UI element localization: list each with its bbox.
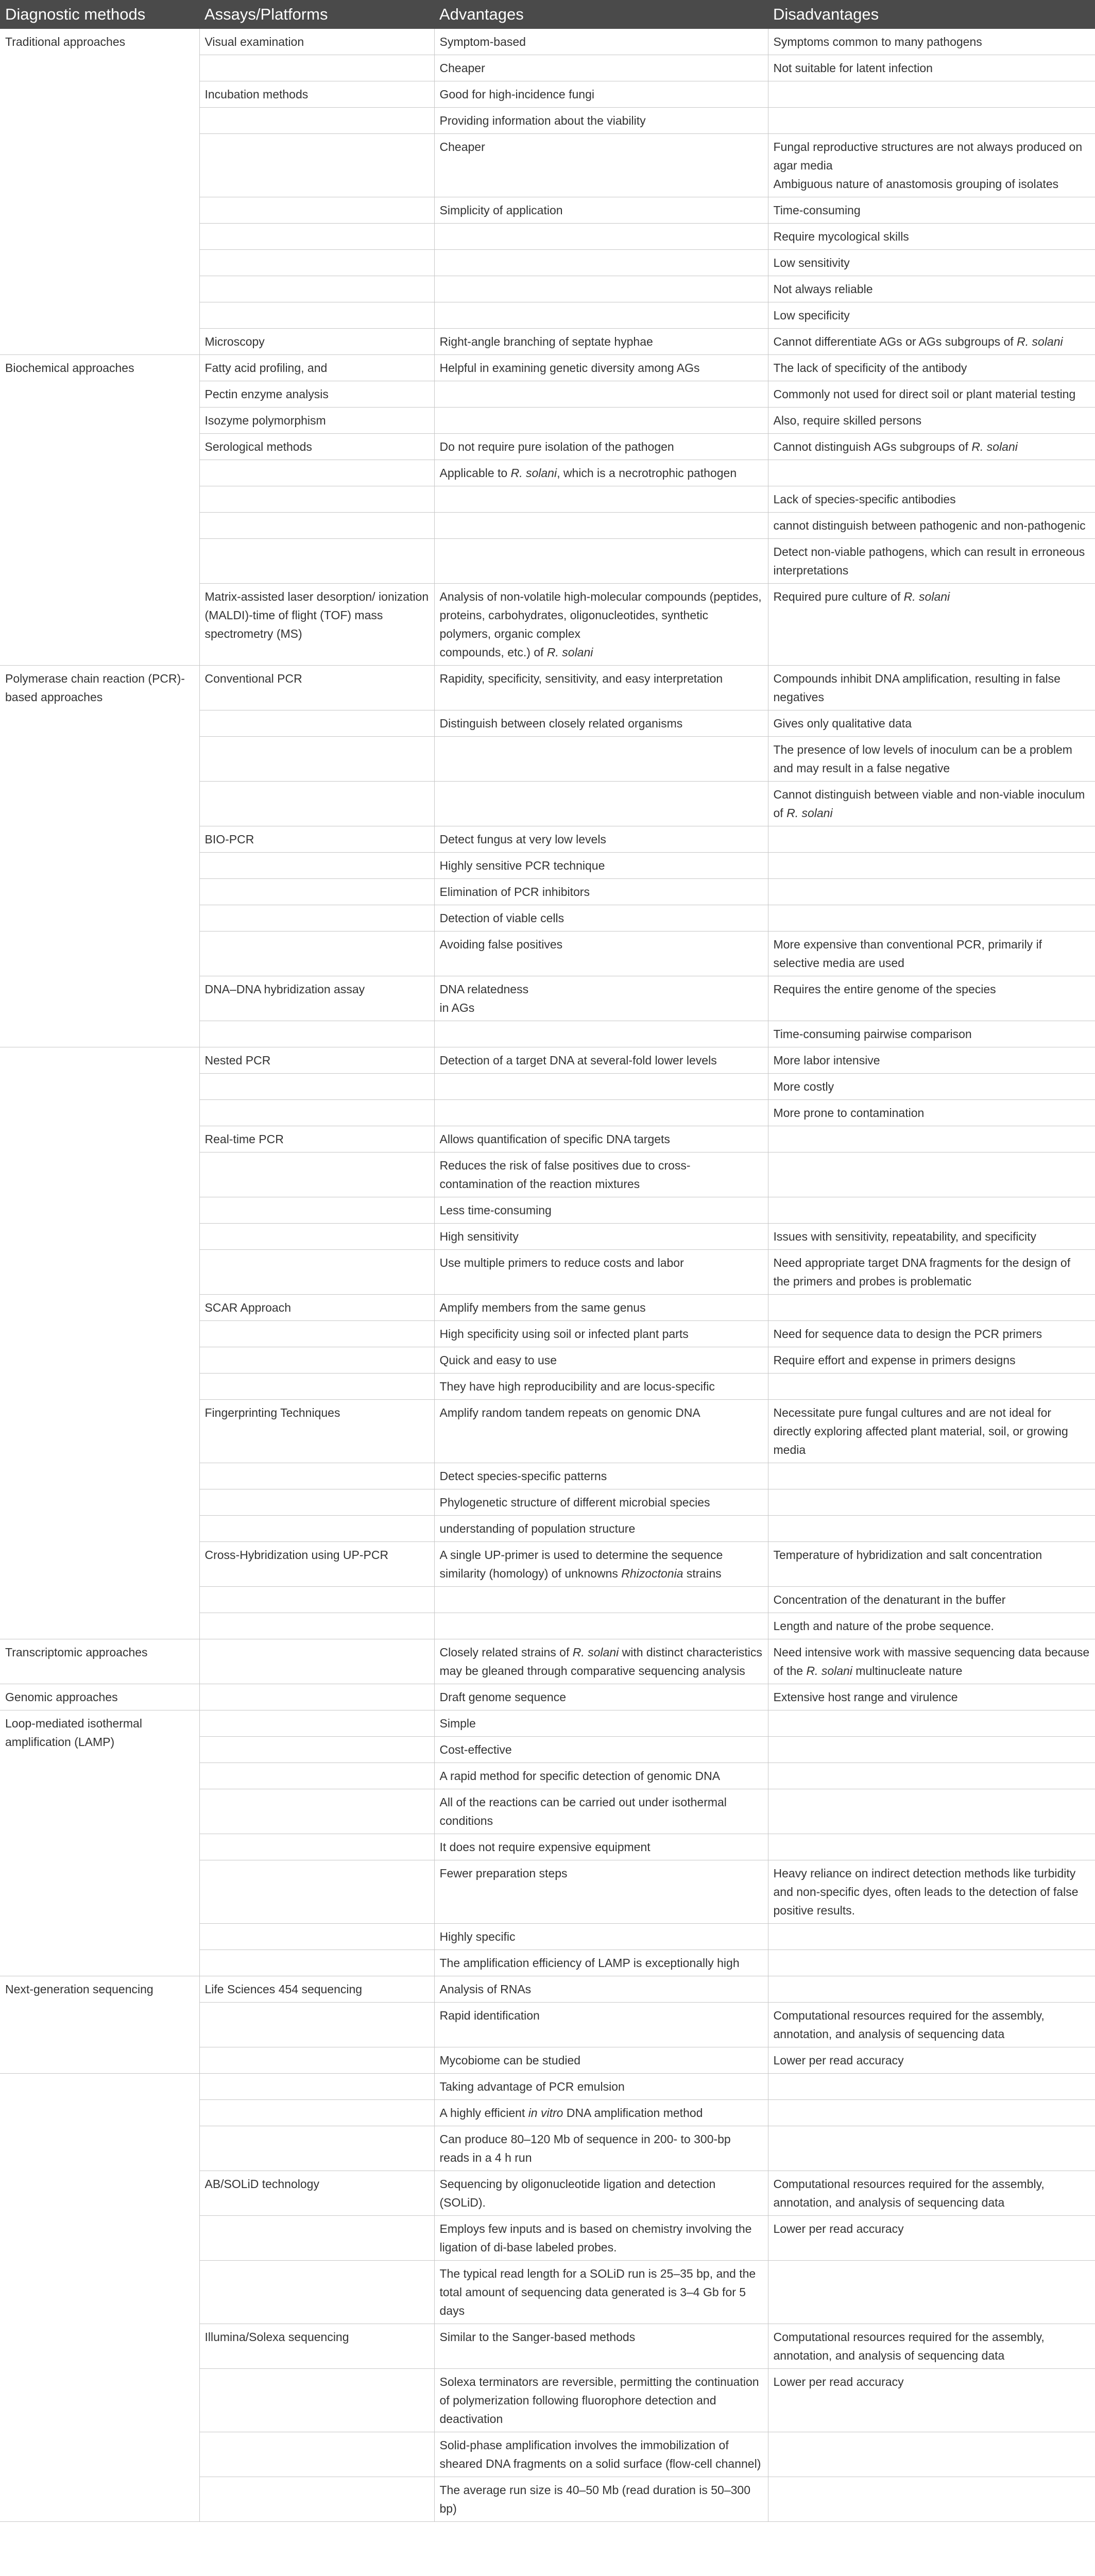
assay-platform-cell (199, 1684, 434, 1710)
disadvantage-cell (768, 2074, 1095, 2100)
diagnostic-method-cell: Loop-mediated isothermal amplification (LAMP) (0, 1710, 199, 1976)
disadvantage-cell: Not suitable for latent infection (768, 55, 1095, 81)
table-row (0, 1047, 1095, 1074)
disadvantage-cell: Symptoms common to many pathogens (768, 29, 1095, 55)
advantage-cell: DNA relatedness in AGs (434, 976, 768, 1021)
assay-platform-cell (199, 1074, 434, 1100)
assay-platform-cell (199, 1197, 434, 1224)
diagnostic-method-cell: Biochemical approaches (0, 355, 199, 666)
assay-platform-cell (199, 250, 434, 276)
assay-platform-cell: SCAR Approach (199, 1295, 434, 1321)
assay-platform-cell (199, 2261, 434, 2324)
advantage-cell: Simple (434, 1710, 768, 1737)
diagnostic-method-cell: Traditional approaches (0, 29, 199, 355)
advantage-cell: A highly efficient in vitro DNA amplification method (434, 2100, 768, 2126)
disadvantage-cell: Required pure culture of R. solani (768, 584, 1095, 666)
assay-platform-cell (199, 224, 434, 250)
disadvantage-cell (768, 905, 1095, 931)
assay-platform-cell (199, 1153, 434, 1197)
advantage-cell: Draft genome sequence (434, 1684, 768, 1710)
assay-platform-cell (199, 2369, 434, 2432)
disadvantage-cell: The lack of specificity of the antibody (768, 355, 1095, 381)
assay-platform-cell (199, 782, 434, 826)
assay-platform-cell: Illumina/Solexa sequencing (199, 2324, 434, 2369)
header-row (0, 0, 1095, 29)
assay-platform-cell: Matrix-assisted laser desorption/ ionization (MALDI)-time of flight (TOF) mass spectrometry (MS) (199, 584, 434, 666)
assay-platform-cell (199, 1737, 434, 1763)
disadvantage-cell (768, 1710, 1095, 1737)
disadvantage-cell: Lower per read accuracy (768, 2047, 1095, 2074)
advantage-cell: Cost-effective (434, 1737, 768, 1763)
assay-platform-cell (199, 1924, 434, 1950)
disadvantage-cell: Lower per read accuracy (768, 2216, 1095, 2261)
table-row (0, 1684, 1095, 1710)
advantage-cell: Amplify random tandem repeats on genomic DNA (434, 1400, 768, 1463)
diagnostic-method-cell (0, 2074, 199, 2522)
assay-platform-cell (199, 197, 434, 224)
disadvantage-cell: Cannot differentiate AGs or AGs subgroups of R. solani (768, 329, 1095, 355)
assay-platform-cell (199, 460, 434, 486)
advantage-cell: Solexa terminators are reversible, permitting the continuation of polymerization following fluorophore detection and deactivation (434, 2369, 768, 2432)
advantage-cell (434, 782, 768, 826)
table-row (0, 1976, 1095, 2003)
assay-platform-cell (199, 1100, 434, 1126)
advantage-cell (434, 224, 768, 250)
diagnostic-method-cell (0, 1047, 199, 1639)
disadvantage-cell: Detect non-viable pathogens, which can result in erroneous interpretations (768, 539, 1095, 584)
advantage-cell: The amplification efficiency of LAMP is exceptionally high (434, 1950, 768, 1976)
disadvantage-cell: Also, require skilled persons (768, 408, 1095, 434)
disadvantage-cell: Heavy reliance on indirect detection methods like turbidity and non-specific dyes, often leads to the detection of false positive results. (768, 1860, 1095, 1924)
assay-platform-cell (199, 1587, 434, 1613)
disadvantage-cell (768, 1374, 1095, 1400)
advantage-cell: Can produce 80–120 Mb of sequence in 200- to 300-bp reads in a 4 h run (434, 2126, 768, 2171)
advantage-cell: Right-angle branching of septate hyphae (434, 329, 768, 355)
disadvantage-cell (768, 108, 1095, 134)
advantage-cell: Quick and easy to use (434, 1347, 768, 1374)
assay-platform-cell: DNA–DNA hybridization assay (199, 976, 434, 1021)
assay-platform-cell (199, 905, 434, 931)
advantage-cell: Cheaper (434, 134, 768, 197)
disadvantage-cell: Concentration of the denaturant in the buffer (768, 1587, 1095, 1613)
advantage-cell: Solid-phase amplification involves the immobilization of sheared DNA fragments on a solid surface (flow-cell channel) (434, 2432, 768, 2477)
advantage-cell: Closely related strains of R. solani with distinct characteristics may be gleaned through comparative sequencing analysis (434, 1639, 768, 1684)
advantage-cell: A single UP-primer is used to determine the sequence similarity (homology) of unknowns Rhizoctonia strains (434, 1542, 768, 1587)
advantage-cell: Employs few inputs and is based on chemistry involving the ligation of di-base labeled probes. (434, 2216, 768, 2261)
table-row (0, 2074, 1095, 2100)
advantage-cell: Do not require pure isolation of the pathogen (434, 434, 768, 460)
advantage-cell: Similar to the Sanger-based methods (434, 2324, 768, 2369)
advantage-cell: Applicable to R. solani, which is a necrotrophic pathogen (434, 460, 768, 486)
disadvantage-cell (768, 1924, 1095, 1950)
disadvantage-cell: cannot distinguish between pathogenic and non-pathogenic (768, 513, 1095, 539)
disadvantage-cell (768, 1763, 1095, 1789)
disadvantage-cell (768, 1153, 1095, 1197)
disadvantage-cell: Extensive host range and virulence (768, 1684, 1095, 1710)
advantage-cell: Cheaper (434, 55, 768, 81)
assay-platform-cell: Fingerprinting Techniques (199, 1400, 434, 1463)
header-assays-platforms: Assays/Platforms (199, 0, 434, 29)
advantage-cell: A rapid method for specific detection of genomic DNA (434, 1763, 768, 1789)
table-row (0, 666, 1095, 710)
disadvantage-cell (768, 1834, 1095, 1860)
advantage-cell: Reduces the risk of false positives due to cross-contamination of the reaction mixtures (434, 1153, 768, 1197)
advantage-cell: Fewer preparation steps (434, 1860, 768, 1924)
assay-platform-cell (199, 2047, 434, 2074)
advantage-cell: Allows quantification of specific DNA targets (434, 1126, 768, 1153)
assay-platform-cell (199, 2003, 434, 2047)
advantage-cell (434, 737, 768, 782)
disadvantage-cell: Need for sequence data to design the PCR primers (768, 1321, 1095, 1347)
disadvantage-cell (768, 460, 1095, 486)
disadvantage-cell: More costly (768, 1074, 1095, 1100)
disadvantage-cell: Low specificity (768, 302, 1095, 329)
assay-platform-cell (199, 134, 434, 197)
disadvantage-cell: Lower per read accuracy (768, 2369, 1095, 2432)
assay-platform-cell (199, 1250, 434, 1295)
advantage-cell: Avoiding false positives (434, 931, 768, 976)
advantage-cell: Elimination of PCR inhibitors (434, 879, 768, 905)
disadvantage-cell: Computational resources required for the assembly, annotation, and analysis of sequencing data (768, 2171, 1095, 2216)
assay-platform-cell (199, 1021, 434, 1047)
assay-platform-cell: Fatty acid profiling, and (199, 355, 434, 381)
advantage-cell: High specificity using soil or infected plant parts (434, 1321, 768, 1347)
assay-platform-cell (199, 1224, 434, 1250)
assay-platform-cell: Conventional PCR (199, 666, 434, 710)
disadvantage-cell (768, 1789, 1095, 1834)
advantage-cell: Phylogenetic structure of different microbial species (434, 1489, 768, 1516)
disadvantage-cell: Issues with sensitivity, repeatability, and specificity (768, 1224, 1095, 1250)
disadvantage-cell (768, 1295, 1095, 1321)
diagnostic-method-cell: Transcriptomic approaches (0, 1639, 199, 1684)
assay-platform-cell (199, 1374, 434, 1400)
disadvantage-cell: Computational resources required for the assembly, annotation, and analysis of sequencing data (768, 2003, 1095, 2047)
advantage-cell (434, 276, 768, 302)
disadvantage-cell (768, 1489, 1095, 1516)
advantage-cell: Less time-consuming (434, 1197, 768, 1224)
advantage-cell: Detection of viable cells (434, 905, 768, 931)
disadvantage-cell: Length and nature of the probe sequence. (768, 1613, 1095, 1639)
assay-platform-cell (199, 1347, 434, 1374)
assay-platform-cell (199, 1763, 434, 1789)
advantage-cell (434, 408, 768, 434)
disadvantage-cell: Cannot distinguish between viable and non-viable inoculum of R. solani (768, 782, 1095, 826)
advantage-cell (434, 1613, 768, 1639)
assay-platform-cell (199, 2074, 434, 2100)
assay-platform-cell (199, 2216, 434, 2261)
assay-platform-cell: Pectin enzyme analysis (199, 381, 434, 408)
disadvantage-cell (768, 1737, 1095, 1763)
advantage-cell: Good for high-incidence fungi (434, 81, 768, 108)
header-advantages: Advantages (434, 0, 768, 29)
assay-platform-cell: Life Sciences 454 sequencing (199, 1976, 434, 2003)
disadvantage-cell (768, 1516, 1095, 1542)
disadvantage-cell (768, 2477, 1095, 2522)
assay-platform-cell (199, 931, 434, 976)
advantage-cell: understanding of population structure (434, 1516, 768, 1542)
advantage-cell: Analysis of non-volatile high-molecular compounds (peptides, proteins, carbohydrates, oligonucleotides, synthetic polymers, organic complex compounds, etc.) of R. solani (434, 584, 768, 666)
assay-platform-cell (199, 1789, 434, 1834)
disadvantage-cell (768, 1463, 1095, 1489)
advantage-cell (434, 381, 768, 408)
assay-platform-cell (199, 302, 434, 329)
assay-platform-cell: Visual examination (199, 29, 434, 55)
assay-platform-cell (199, 1950, 434, 1976)
assay-platform-cell: Cross-Hybridization using UP-PCR (199, 1542, 434, 1587)
assay-platform-cell: Incubation methods (199, 81, 434, 108)
advantage-cell: Taking advantage of PCR emulsion (434, 2074, 768, 2100)
disadvantage-cell: Not always reliable (768, 276, 1095, 302)
diagnostic-method-cell: Genomic approaches (0, 1684, 199, 1710)
advantage-cell (434, 1021, 768, 1047)
advantage-cell: Highly specific (434, 1924, 768, 1950)
diagnostic-method-cell: Polymerase chain reaction (PCR)-based approaches (0, 666, 199, 1047)
assay-platform-cell (199, 710, 434, 737)
assay-platform-cell (199, 513, 434, 539)
disadvantage-cell (768, 2126, 1095, 2171)
assay-platform-cell (199, 1613, 434, 1639)
disadvantage-cell (768, 1950, 1095, 1976)
advantage-cell: It does not require expensive equipment (434, 1834, 768, 1860)
assay-platform-cell (199, 55, 434, 81)
disadvantage-cell: More expensive than conventional PCR, primarily if selective media are used (768, 931, 1095, 976)
assay-platform-cell (199, 1463, 434, 1489)
disadvantage-cell (768, 1197, 1095, 1224)
disadvantage-cell: Requires the entire genome of the species (768, 976, 1095, 1021)
disadvantage-cell: Need intensive work with massive sequencing data because of the R. solani multinucleate nature (768, 1639, 1095, 1684)
disadvantage-cell: Computational resources required for the assembly, annotation, and analysis of sequencing data (768, 2324, 1095, 2369)
advantage-cell (434, 513, 768, 539)
assay-platform-cell: Isozyme polymorphism (199, 408, 434, 434)
assay-platform-cell (199, 486, 434, 513)
assay-platform-cell (199, 1834, 434, 1860)
disadvantage-cell: Time-consuming pairwise comparison (768, 1021, 1095, 1047)
assay-platform-cell (199, 1321, 434, 1347)
advantage-cell: Analysis of RNAs (434, 1976, 768, 2003)
advantage-cell (434, 302, 768, 329)
disadvantage-cell: Fungal reproductive structures are not always produced on agar media Ambiguous nature of anastomosis grouping of isolates (768, 134, 1095, 197)
assay-platform-cell (199, 737, 434, 782)
advantage-cell: All of the reactions can be carried out under isothermal conditions (434, 1789, 768, 1834)
assay-platform-cell: Real-time PCR (199, 1126, 434, 1153)
disadvantage-cell: Time-consuming (768, 197, 1095, 224)
disadvantage-cell: Need appropriate target DNA fragments for the design of the primers and probes is problematic (768, 1250, 1095, 1295)
table-row (0, 1639, 1095, 1684)
assay-platform-cell (199, 2432, 434, 2477)
advantage-cell (434, 486, 768, 513)
disadvantage-cell (768, 2432, 1095, 2477)
assay-platform-cell (199, 108, 434, 134)
disadvantage-cell: Require mycological skills (768, 224, 1095, 250)
advantage-cell: Symptom-based (434, 29, 768, 55)
advantage-cell: The average run size is 40–50 Mb (read duration is 50–300 bp) (434, 2477, 768, 2522)
disadvantage-cell (768, 826, 1095, 853)
assay-platform-cell (199, 1710, 434, 1737)
advantage-cell (434, 539, 768, 584)
advantage-cell (434, 1074, 768, 1100)
assay-platform-cell: Serological methods (199, 434, 434, 460)
disadvantage-cell: Compounds inhibit DNA amplification, resulting in false negatives (768, 666, 1095, 710)
disadvantage-cell: Temperature of hybridization and salt concentration (768, 1542, 1095, 1587)
header-diagnostic-methods: Diagnostic methods (0, 0, 199, 29)
advantage-cell: Detect species-specific patterns (434, 1463, 768, 1489)
advantage-cell: Helpful in examining genetic diversity among AGs (434, 355, 768, 381)
advantage-cell (434, 250, 768, 276)
disadvantage-cell: More labor intensive (768, 1047, 1095, 1074)
advantage-cell: Sequencing by oligonucleotide ligation and detection (SOLiD). (434, 2171, 768, 2216)
table-row (0, 1710, 1095, 1737)
advantage-cell (434, 1587, 768, 1613)
disadvantage-cell (768, 2100, 1095, 2126)
advantage-cell: Simplicity of application (434, 197, 768, 224)
assay-platform-cell (199, 1489, 434, 1516)
header-disadvantages: Disadvantages (768, 0, 1095, 29)
advantage-cell: They have high reproducibility and are locus-specific (434, 1374, 768, 1400)
disadvantage-cell (768, 2261, 1095, 2324)
table-header (0, 0, 1095, 29)
table-row (0, 29, 1095, 55)
disadvantage-cell: Commonly not used for direct soil or plant material testing (768, 381, 1095, 408)
advantage-cell: Rapid identification (434, 2003, 768, 2047)
assay-platform-cell (199, 2100, 434, 2126)
advantage-cell (434, 1100, 768, 1126)
disadvantage-cell: The presence of low levels of inoculum can be a problem and may result in a false negative (768, 737, 1095, 782)
assay-platform-cell (199, 1639, 434, 1684)
diagnostic-method-cell: Next-generation sequencing (0, 1976, 199, 2074)
advantage-cell: Mycobiome can be studied (434, 2047, 768, 2074)
advantage-cell: Use multiple primers to reduce costs and labor (434, 1250, 768, 1295)
advantage-cell: Providing information about the viability (434, 108, 768, 134)
disadvantage-cell: Necessitate pure fungal cultures and are not ideal for directly exploring affected plant material, soil, or growing media (768, 1400, 1095, 1463)
assay-platform-cell: BIO-PCR (199, 826, 434, 853)
table-row (0, 355, 1095, 381)
advantage-cell: The typical read length for a SOLiD run is 25–35 bp, and the total amount of sequencing data generated is 3–4 Gb for 5 days (434, 2261, 768, 2324)
assay-platform-cell (199, 2126, 434, 2171)
assay-platform-cell (199, 539, 434, 584)
advantage-cell: Amplify members from the same genus (434, 1295, 768, 1321)
disadvantage-cell: More prone to contamination (768, 1100, 1095, 1126)
assay-platform-cell (199, 2477, 434, 2522)
advantage-cell: Detection of a target DNA at several-fold lower levels (434, 1047, 768, 1074)
assay-platform-cell (199, 1860, 434, 1924)
advantage-cell: Distinguish between closely related organisms (434, 710, 768, 737)
assay-platform-cell (199, 1516, 434, 1542)
assay-platform-cell: AB/SOLiD technology (199, 2171, 434, 2216)
disadvantage-cell (768, 853, 1095, 879)
table-body (0, 29, 1095, 2522)
assay-platform-cell: Microscopy (199, 329, 434, 355)
advantage-cell: Highly sensitive PCR technique (434, 853, 768, 879)
disadvantage-cell: Low sensitivity (768, 250, 1095, 276)
disadvantage-cell (768, 1126, 1095, 1153)
disadvantage-cell: Cannot distinguish AGs subgroups of R. solani (768, 434, 1095, 460)
disadvantage-cell: Gives only qualitative data (768, 710, 1095, 737)
disadvantage-cell (768, 1976, 1095, 2003)
advantage-cell: Rapidity, specificity, sensitivity, and easy interpretation (434, 666, 768, 710)
assay-platform-cell (199, 276, 434, 302)
disadvantage-cell (768, 879, 1095, 905)
advantage-cell: High sensitivity (434, 1224, 768, 1250)
assay-platform-cell (199, 879, 434, 905)
disadvantage-cell: Require effort and expense in primers designs (768, 1347, 1095, 1374)
disadvantage-cell (768, 81, 1095, 108)
advantage-cell: Detect fungus at very low levels (434, 826, 768, 853)
assay-platform-cell: Nested PCR (199, 1047, 434, 1074)
assay-platform-cell (199, 853, 434, 879)
disadvantage-cell: Lack of species-specific antibodies (768, 486, 1095, 513)
